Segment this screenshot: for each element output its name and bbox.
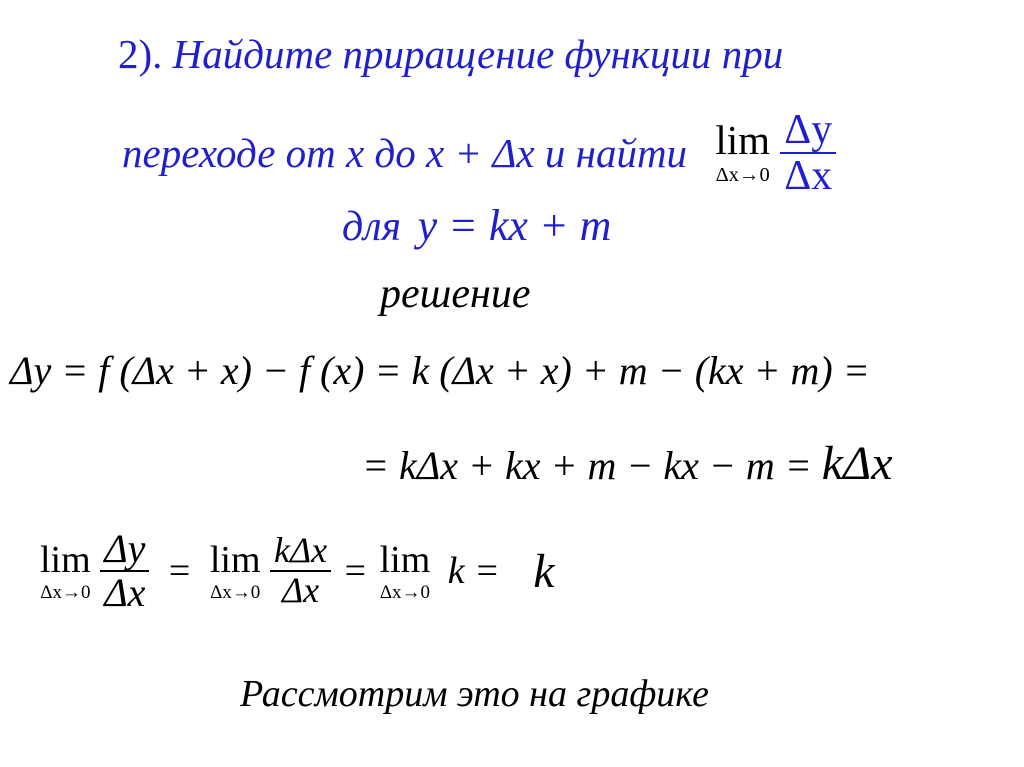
lim-word: lim bbox=[715, 117, 770, 164]
limit-2 bbox=[209, 538, 261, 603]
lim-subscript: Δx→0 bbox=[715, 164, 770, 187]
limit-3-subscript: Δx→0 bbox=[379, 581, 431, 603]
solution-heading: решение bbox=[380, 271, 531, 317]
final-result: k bbox=[533, 544, 555, 598]
task-line-3-prefix: для bbox=[342, 204, 402, 250]
limit-1-word: lim bbox=[40, 538, 91, 581]
task-number: 2). bbox=[118, 31, 163, 77]
limit-chain bbox=[40, 528, 555, 628]
fraction-denominator: Δx bbox=[784, 153, 833, 200]
task-line-1 bbox=[118, 30, 783, 78]
limit-3-word: lim bbox=[379, 538, 431, 581]
limit-2-numerator: kΔx bbox=[270, 532, 331, 572]
limit-1-fraction bbox=[100, 528, 149, 614]
task-line-3-expr: y = kx + m bbox=[417, 201, 612, 250]
equation-1: Δy = f (Δx + x) − f (x) = k (Δx + x) + m − (kx + m) = bbox=[10, 348, 870, 393]
limit-1 bbox=[40, 538, 91, 603]
limit-1-numerator: Δy bbox=[100, 528, 149, 572]
limit-2-word: lim bbox=[209, 538, 261, 581]
limit-2-subscript: Δx→0 bbox=[210, 581, 261, 603]
task-line-1-text: Найдите приращение функции при bbox=[172, 31, 784, 77]
task-line-2 bbox=[122, 108, 836, 198]
equals-sign-b: = bbox=[344, 550, 367, 592]
equation-2 bbox=[362, 436, 893, 491]
equation-2-body: = kΔx + kx + m − kx − m = bbox=[362, 443, 812, 488]
limit-3 bbox=[379, 538, 431, 603]
limit-1-subscript: Δx→0 bbox=[40, 581, 91, 603]
limit-1-denominator: Δx bbox=[104, 570, 146, 615]
footer-text: Рассмотрим это на графике bbox=[240, 673, 709, 715]
equation-2-result: kΔx bbox=[821, 437, 893, 490]
task-line-2-expr: x до x + Δx и найти bbox=[346, 130, 688, 177]
fraction-numerator: Δy bbox=[780, 108, 836, 154]
task-fraction bbox=[780, 108, 836, 198]
limit-2-denominator: Δx bbox=[282, 570, 320, 610]
limit-2-fraction bbox=[270, 532, 331, 610]
limit-3-tail: k = bbox=[447, 550, 500, 592]
task-limit bbox=[715, 117, 770, 187]
task-line-3 bbox=[342, 200, 611, 251]
task-line-2-text: переходе от bbox=[122, 130, 336, 177]
equals-sign-a: = bbox=[168, 550, 191, 592]
